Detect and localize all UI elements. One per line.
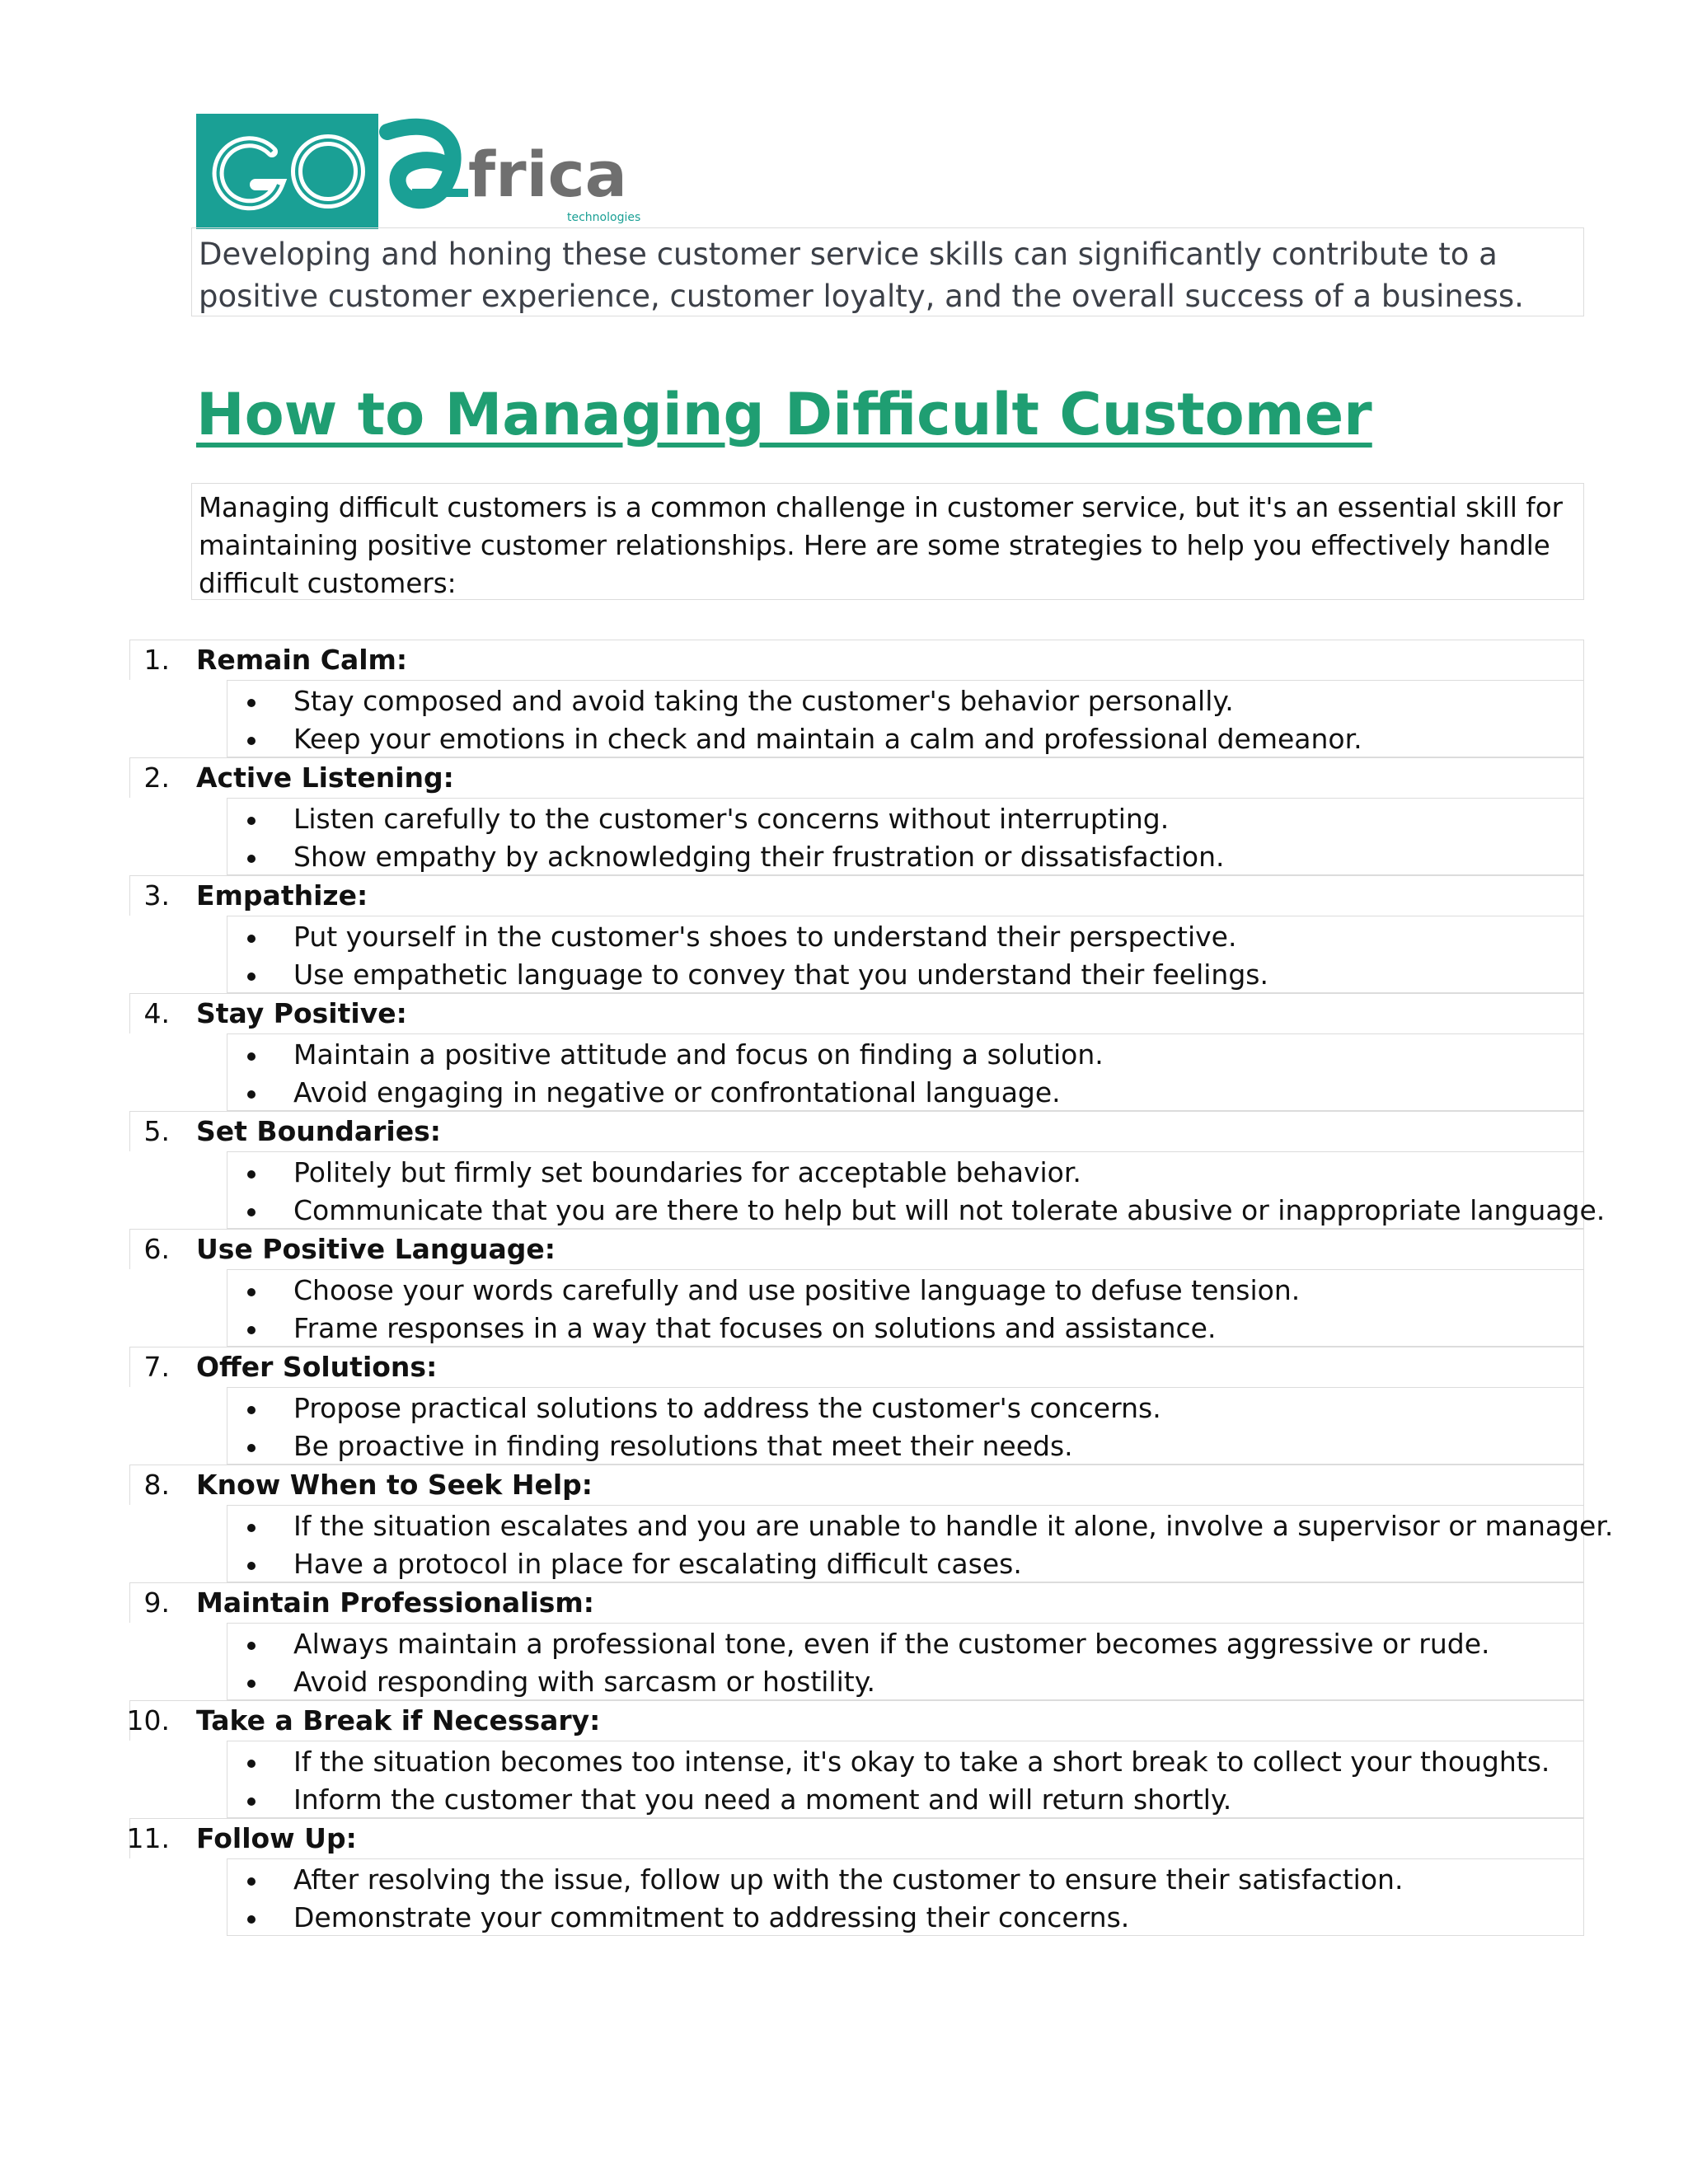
strategy-number: 1. bbox=[143, 644, 170, 676]
strategy-title: Know When to Seek Help: bbox=[196, 1469, 593, 1501]
page-title: How to Managing Difficult Customer bbox=[196, 381, 1372, 448]
strategy-header bbox=[0, 875, 1688, 916]
strategy-title: Set Boundaries: bbox=[196, 1115, 441, 1147]
strategy-number: 5. bbox=[143, 1115, 170, 1147]
company-logo bbox=[196, 114, 666, 229]
strategy-item bbox=[0, 1347, 1688, 1465]
strategy-bullet-list bbox=[227, 1858, 1584, 1936]
lead-paragraph: Managing difficult customers is a common challenge in customer service, but it's an essential skill for maintaining positive customer relationships. Here are some strategies to help you effectively handle difficult customers: bbox=[191, 483, 1584, 600]
strategy-number: 9. bbox=[143, 1586, 170, 1619]
bullet-item: Choose your words carefully and use positive language to defuse tension. bbox=[227, 1272, 1583, 1310]
strategy-number: 10. bbox=[126, 1704, 170, 1736]
strategy-list bbox=[0, 640, 1688, 1936]
bullet-item: Maintain a positive attitude and focus on finding a solution. bbox=[227, 1036, 1583, 1074]
strategy-number: 2. bbox=[143, 762, 170, 794]
strategy-header bbox=[0, 1465, 1688, 1505]
strategy-header bbox=[0, 1582, 1688, 1623]
strategy-bullet-list bbox=[227, 1269, 1584, 1347]
bullet-item: Use empathetic language to convey that you understand their feelings. bbox=[227, 956, 1583, 994]
strategy-item bbox=[0, 993, 1688, 1111]
strategy-bullet-list bbox=[227, 1623, 1584, 1700]
strategy-bullet-list bbox=[227, 1741, 1584, 1818]
svg-text:technologies: technologies bbox=[567, 211, 641, 224]
strategy-title: Take a Break if Necessary: bbox=[196, 1704, 601, 1736]
strategy-item bbox=[0, 875, 1688, 993]
bullet-item: If the situation escalates and you are unable to handle it alone, involve a supervisor or manager. bbox=[227, 1507, 1583, 1545]
strategy-bullet-list bbox=[227, 1151, 1606, 1229]
strategy-title: Stay Positive: bbox=[196, 997, 407, 1029]
strategy-bullet-list bbox=[227, 680, 1584, 757]
bullet-item: Frame responses in a way that focuses on solutions and assistance. bbox=[227, 1310, 1583, 1347]
strategy-header bbox=[0, 1229, 1688, 1269]
strategy-bullet-list bbox=[227, 916, 1584, 993]
intro-paragraph: Developing and honing these customer service skills can significantly contribute to a positive customer experience, customer loyalty, and the overall success of a business. bbox=[191, 227, 1584, 316]
strategy-number: 8. bbox=[143, 1469, 170, 1501]
strategy-header bbox=[0, 1700, 1688, 1741]
strategy-item bbox=[0, 1465, 1688, 1582]
bullet-item: Listen carefully to the customer's concerns without interrupting. bbox=[227, 800, 1583, 838]
strategy-title: Remain Calm: bbox=[196, 644, 408, 676]
bullet-item: Be proactive in finding resolutions that meet their needs. bbox=[227, 1427, 1583, 1465]
svg-text:frica: frica bbox=[468, 138, 627, 211]
strategy-item bbox=[0, 1229, 1688, 1347]
strategy-bullet-list bbox=[227, 798, 1584, 875]
bullet-item: Stay composed and avoid taking the customer's behavior personally. bbox=[227, 682, 1583, 720]
strategy-header bbox=[0, 757, 1688, 798]
strategy-header bbox=[0, 640, 1688, 680]
strategy-number: 7. bbox=[143, 1351, 170, 1383]
bullet-item: Show empathy by acknowledging their frustration or dissatisfaction. bbox=[227, 838, 1583, 876]
bullet-item: Inform the customer that you need a moment and will return shortly. bbox=[227, 1781, 1583, 1819]
bullet-item: After resolving the issue, follow up with the customer to ensure their satisfaction. bbox=[227, 1861, 1583, 1899]
strategy-title: Offer Solutions: bbox=[196, 1351, 438, 1383]
bullet-item: Communicate that you are there to help but will not tolerate abusive or inappropriate language. bbox=[227, 1192, 1583, 1230]
strategy-title: Empathize: bbox=[196, 879, 368, 912]
strategy-header bbox=[0, 993, 1688, 1033]
strategy-number: 6. bbox=[143, 1233, 170, 1265]
bullet-item: Always maintain a professional tone, even if the customer becomes aggressive or rude. bbox=[227, 1625, 1583, 1663]
bullet-item: Put yourself in the customer's shoes to understand their perspective. bbox=[227, 918, 1583, 956]
strategy-item bbox=[0, 640, 1688, 757]
strategy-bullet-list bbox=[227, 1505, 1614, 1582]
bullet-item: Avoid responding with sarcasm or hostility. bbox=[227, 1663, 1583, 1701]
strategy-header bbox=[0, 1818, 1688, 1858]
bullet-item: If the situation becomes too intense, it's okay to take a short break to collect your thoughts. bbox=[227, 1743, 1583, 1781]
bullet-item: Propose practical solutions to address the customer's concerns. bbox=[227, 1390, 1583, 1427]
strategy-item bbox=[0, 1582, 1688, 1700]
strategy-title: Use Positive Language: bbox=[196, 1233, 556, 1265]
bullet-item: Demonstrate your commitment to addressing their concerns. bbox=[227, 1899, 1583, 1937]
go-africa-logo-icon bbox=[196, 114, 666, 229]
bullet-item: Politely but firmly set boundaries for acceptable behavior. bbox=[227, 1154, 1583, 1192]
strategy-bullet-list bbox=[227, 1387, 1584, 1465]
strategy-item bbox=[0, 757, 1688, 875]
strategy-title: Active Listening: bbox=[196, 762, 454, 794]
strategy-number: 4. bbox=[143, 997, 170, 1029]
strategy-header bbox=[0, 1347, 1688, 1387]
strategy-item bbox=[0, 1818, 1688, 1936]
bullet-item: Have a protocol in place for escalating difficult cases. bbox=[227, 1545, 1583, 1583]
bullet-item: Keep your emotions in check and maintain a calm and professional demeanor. bbox=[227, 720, 1583, 758]
strategy-title: Maintain Professionalism: bbox=[196, 1586, 594, 1619]
strategy-number: 3. bbox=[143, 879, 170, 912]
strategy-number: 11. bbox=[126, 1822, 170, 1854]
strategy-bullet-list bbox=[227, 1033, 1584, 1111]
strategy-title: Follow Up: bbox=[196, 1822, 357, 1854]
bullet-item: Avoid engaging in negative or confrontational language. bbox=[227, 1074, 1583, 1112]
strategy-item bbox=[0, 1700, 1688, 1818]
strategy-item bbox=[0, 1111, 1688, 1229]
strategy-header bbox=[0, 1111, 1688, 1151]
